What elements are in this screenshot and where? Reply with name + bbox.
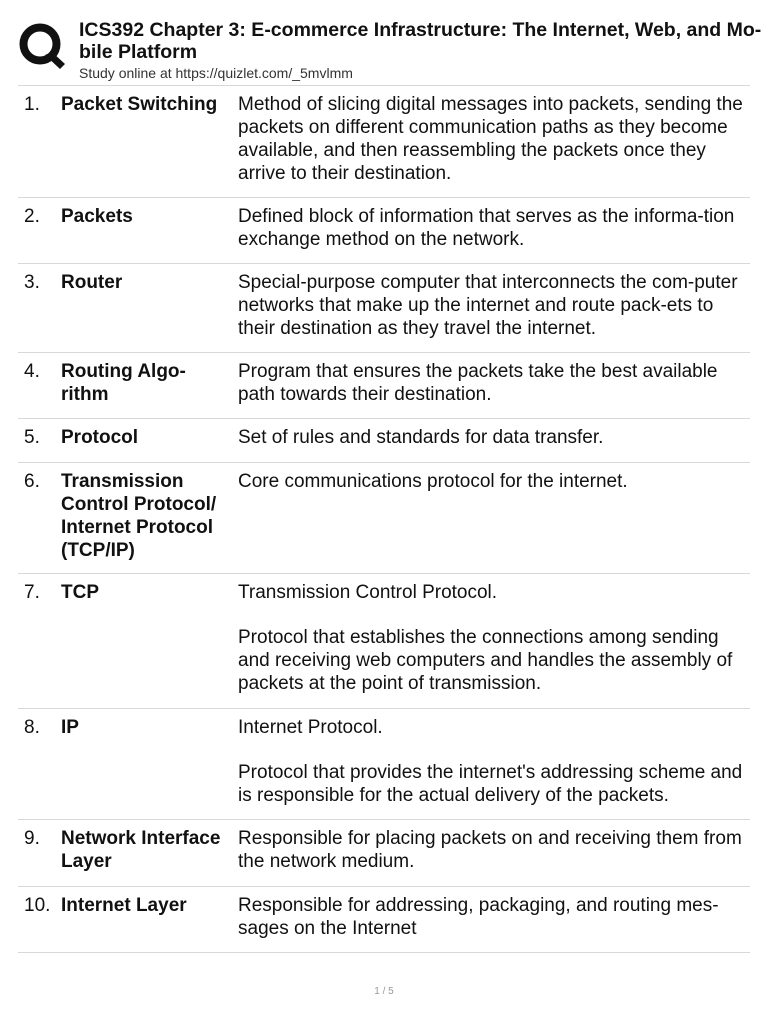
study-online-link[interactable]: Study online at https://quizlet.com/_5mvlmm bbox=[79, 65, 353, 81]
card-number: 10. bbox=[24, 895, 51, 916]
card-definition bbox=[238, 426, 748, 449]
card-term: Routing Algo- rithm bbox=[61, 361, 186, 405]
card-number: 7. bbox=[24, 582, 40, 603]
definition-paragraph: Defined block of information that serves as the informa-tion exchange method on the network. bbox=[238, 206, 735, 250]
card-definition bbox=[238, 93, 748, 185]
card-definition bbox=[238, 581, 748, 695]
definition-paragraph: Set of rules and standards for data transfer. bbox=[238, 427, 604, 448]
card-term: Internet Layer bbox=[61, 895, 187, 916]
flashcard-row bbox=[18, 419, 750, 463]
card-term: Transmission Control Protocol/ Internet Protocol (TCP/IP) bbox=[61, 471, 217, 561]
card-number: 5. bbox=[24, 427, 40, 448]
flashcard-row bbox=[18, 709, 750, 820]
card-term: Packet Switching bbox=[61, 94, 218, 115]
definition-paragraph: Protocol that establishes the connections among sending and receiving web computers and handles the assembly of packets at the point of transmission. bbox=[238, 627, 733, 694]
flashcard-row bbox=[18, 820, 750, 887]
flashcard-row bbox=[18, 463, 750, 574]
card-number: 9. bbox=[24, 828, 40, 849]
flashcard-row bbox=[18, 86, 750, 198]
card-definition bbox=[238, 470, 748, 493]
card-definition bbox=[238, 827, 748, 873]
card-definition bbox=[238, 894, 748, 940]
title-line-2: bile Platform bbox=[79, 41, 198, 63]
definition-paragraph: Internet Protocol. bbox=[238, 717, 383, 738]
quizlet-logo-icon bbox=[18, 20, 66, 72]
card-number: 2. bbox=[24, 206, 40, 227]
card-definition bbox=[238, 205, 748, 251]
flashcard-row bbox=[18, 264, 750, 353]
page-header bbox=[0, 0, 768, 86]
card-term: TCP bbox=[61, 582, 99, 603]
page-title bbox=[79, 19, 768, 63]
card-term: Protocol bbox=[61, 427, 139, 448]
definition-paragraph: Method of slicing digital messages into packets, sending the packets on different communication paths as they become available, and then reassembling the packets once they arrive to their destination. bbox=[238, 94, 743, 184]
flashcard-row bbox=[18, 353, 750, 419]
card-definition bbox=[238, 716, 748, 807]
flashcard-list bbox=[18, 86, 750, 953]
flashcard-row bbox=[18, 574, 750, 709]
title-line-1: ICS392 Chapter 3: E-commerce Infrastructure: The Internet, Web, and Mo- bbox=[79, 19, 762, 41]
flashcard-row bbox=[18, 887, 750, 953]
card-number: 4. bbox=[24, 361, 40, 382]
definition-paragraph: Transmission Control Protocol. bbox=[238, 582, 498, 603]
card-term: IP bbox=[61, 717, 79, 738]
definition-paragraph: Program that ensures the packets take the best available path towards their destination. bbox=[238, 361, 718, 405]
card-definition bbox=[238, 360, 748, 406]
card-term: Packets bbox=[61, 206, 133, 227]
definition-paragraph: Special-purpose computer that interconnects the com-puter networks that make up the internet and route pack-ets to their destination as they travel the internet. bbox=[238, 272, 738, 339]
definition-paragraph: Core communications protocol for the internet. bbox=[238, 471, 628, 492]
card-number: 3. bbox=[24, 272, 40, 293]
definition-paragraph: Protocol that provides the internet's addressing scheme and is responsible for the actual delivery of the packets. bbox=[238, 762, 743, 806]
card-number: 1. bbox=[24, 94, 40, 115]
page-number: 1 / 5 bbox=[374, 986, 394, 997]
card-number: 8. bbox=[24, 717, 40, 738]
card-definition bbox=[238, 271, 748, 340]
definition-paragraph: Responsible for addressing, packaging, and routing mes-sages on the Internet bbox=[238, 895, 719, 939]
card-term: Router bbox=[61, 272, 123, 293]
card-number: 6. bbox=[24, 471, 40, 492]
flashcard-row bbox=[18, 198, 750, 264]
definition-paragraph: Responsible for placing packets on and receiving them from the network medium. bbox=[238, 828, 742, 872]
card-term: Network Interface Layer bbox=[61, 828, 221, 872]
